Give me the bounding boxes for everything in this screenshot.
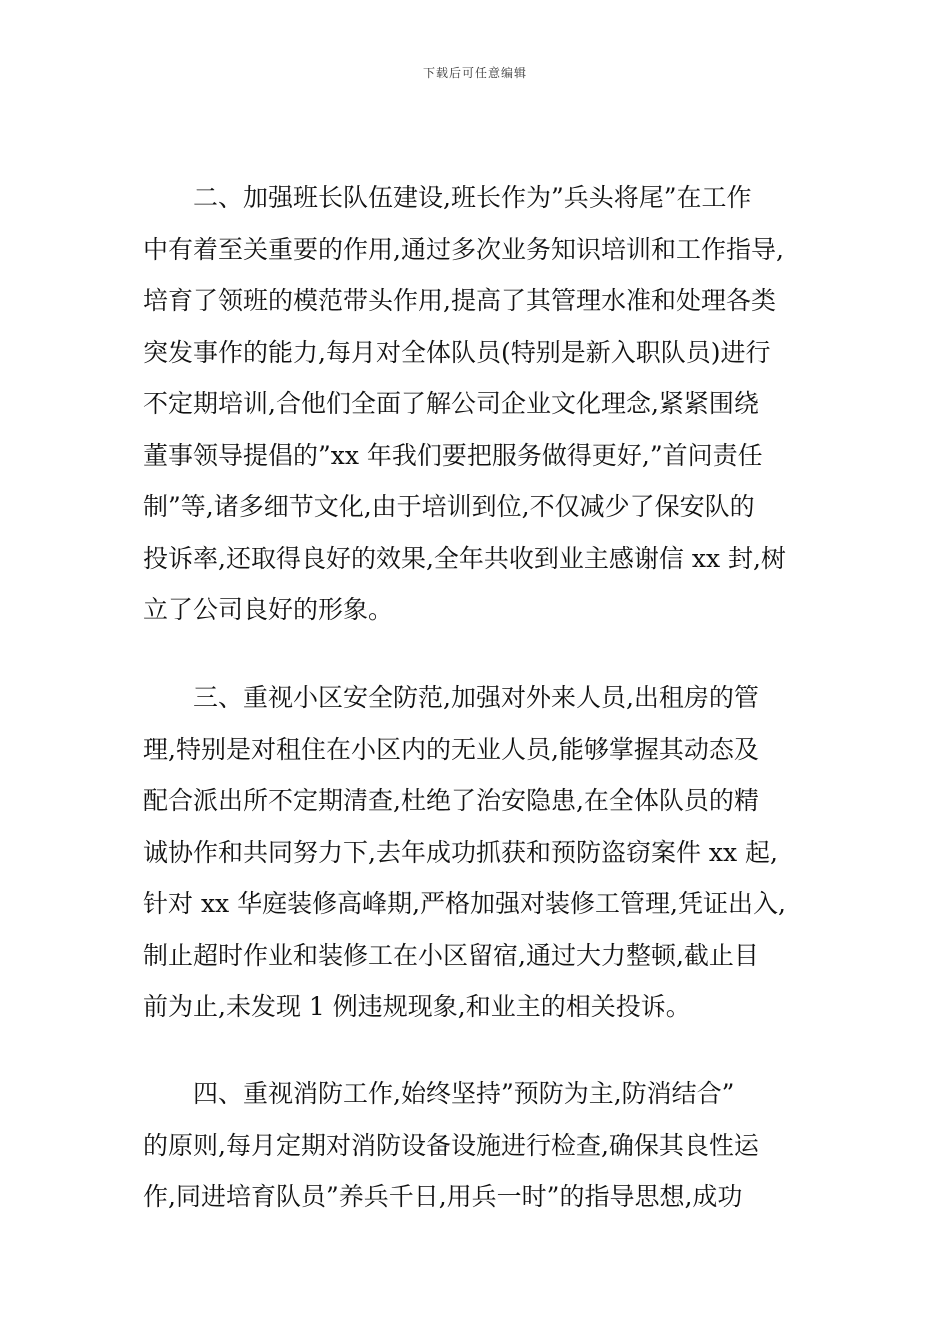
paragraph-line: 针对 xx 华庭装修高峰期,严格加强对装修工管理,凭证出入,	[143, 889, 786, 918]
paragraph-line: 中有着至关重要的作用,通过多次业务知识培训和工作指导,	[143, 234, 784, 264]
header-note: 下载后可任意编辑	[422, 66, 527, 80]
paragraph-line: 前为止,未发现 1 例违规现象,和业主的相关投诉。	[143, 992, 691, 1021]
paragraph-line: 不定期培训,合他们全面了解公司企业文化理念,紧紧围绕	[143, 389, 759, 418]
paragraph-line: 培育了领班的模范带头作用,提高了其管理水准和处理各类	[143, 286, 776, 315]
paragraph-line: 配合派出所不定期清查,杜绝了治安隐患,在全体队员的精	[143, 786, 759, 815]
paragraph-line: 突发事作的能力,每月对全体队员(特别是新入职队员)进行	[143, 337, 771, 367]
paragraph-line: 诚协作和共同努力下,去年成功抓获和预防盗窃案件 xx 起,	[143, 837, 778, 867]
paragraph-2	[143, 172, 815, 636]
paragraph-line: 董事领导提倡的”xx 年我们要把服务做得更好,”首问责任	[143, 440, 763, 470]
paragraph-3	[143, 672, 815, 1033]
paragraph-line: 理,特别是对租住在小区内的无业人员,能够掌握其动态及	[143, 734, 759, 764]
paragraph-line: 二、加强班长队伍建设,班长作为”兵头将尾”在工作	[143, 183, 752, 212]
paragraph-line: 的原则,每月定期对消防设备设施进行检查,确保其良性运	[143, 1130, 759, 1160]
paragraph-line: 制止超时作业和装修工在小区留宿,通过大力整顿,截止目	[143, 940, 759, 970]
paragraph-line: 制”等,诸多细节文化,由于培训到位,不仅减少了保安队的	[143, 492, 755, 521]
paragraph-line: 四、重视消防工作,始终坚持”预防为主,防消结合”	[143, 1079, 735, 1108]
paragraph-line: 投诉率,还取得良好的效果,全年共收到业主感谢信 xx 封,树	[143, 543, 786, 573]
paragraph-4	[143, 1068, 815, 1223]
paragraph-line: 立了公司良好的形象。	[143, 595, 394, 624]
paragraph-line: 三、重视小区安全防范,加强对外来人员,出租房的管	[143, 683, 759, 712]
paragraph-line: 作,同进培育队员”养兵千日,用兵一时”的指导思想,成功	[143, 1182, 743, 1211]
